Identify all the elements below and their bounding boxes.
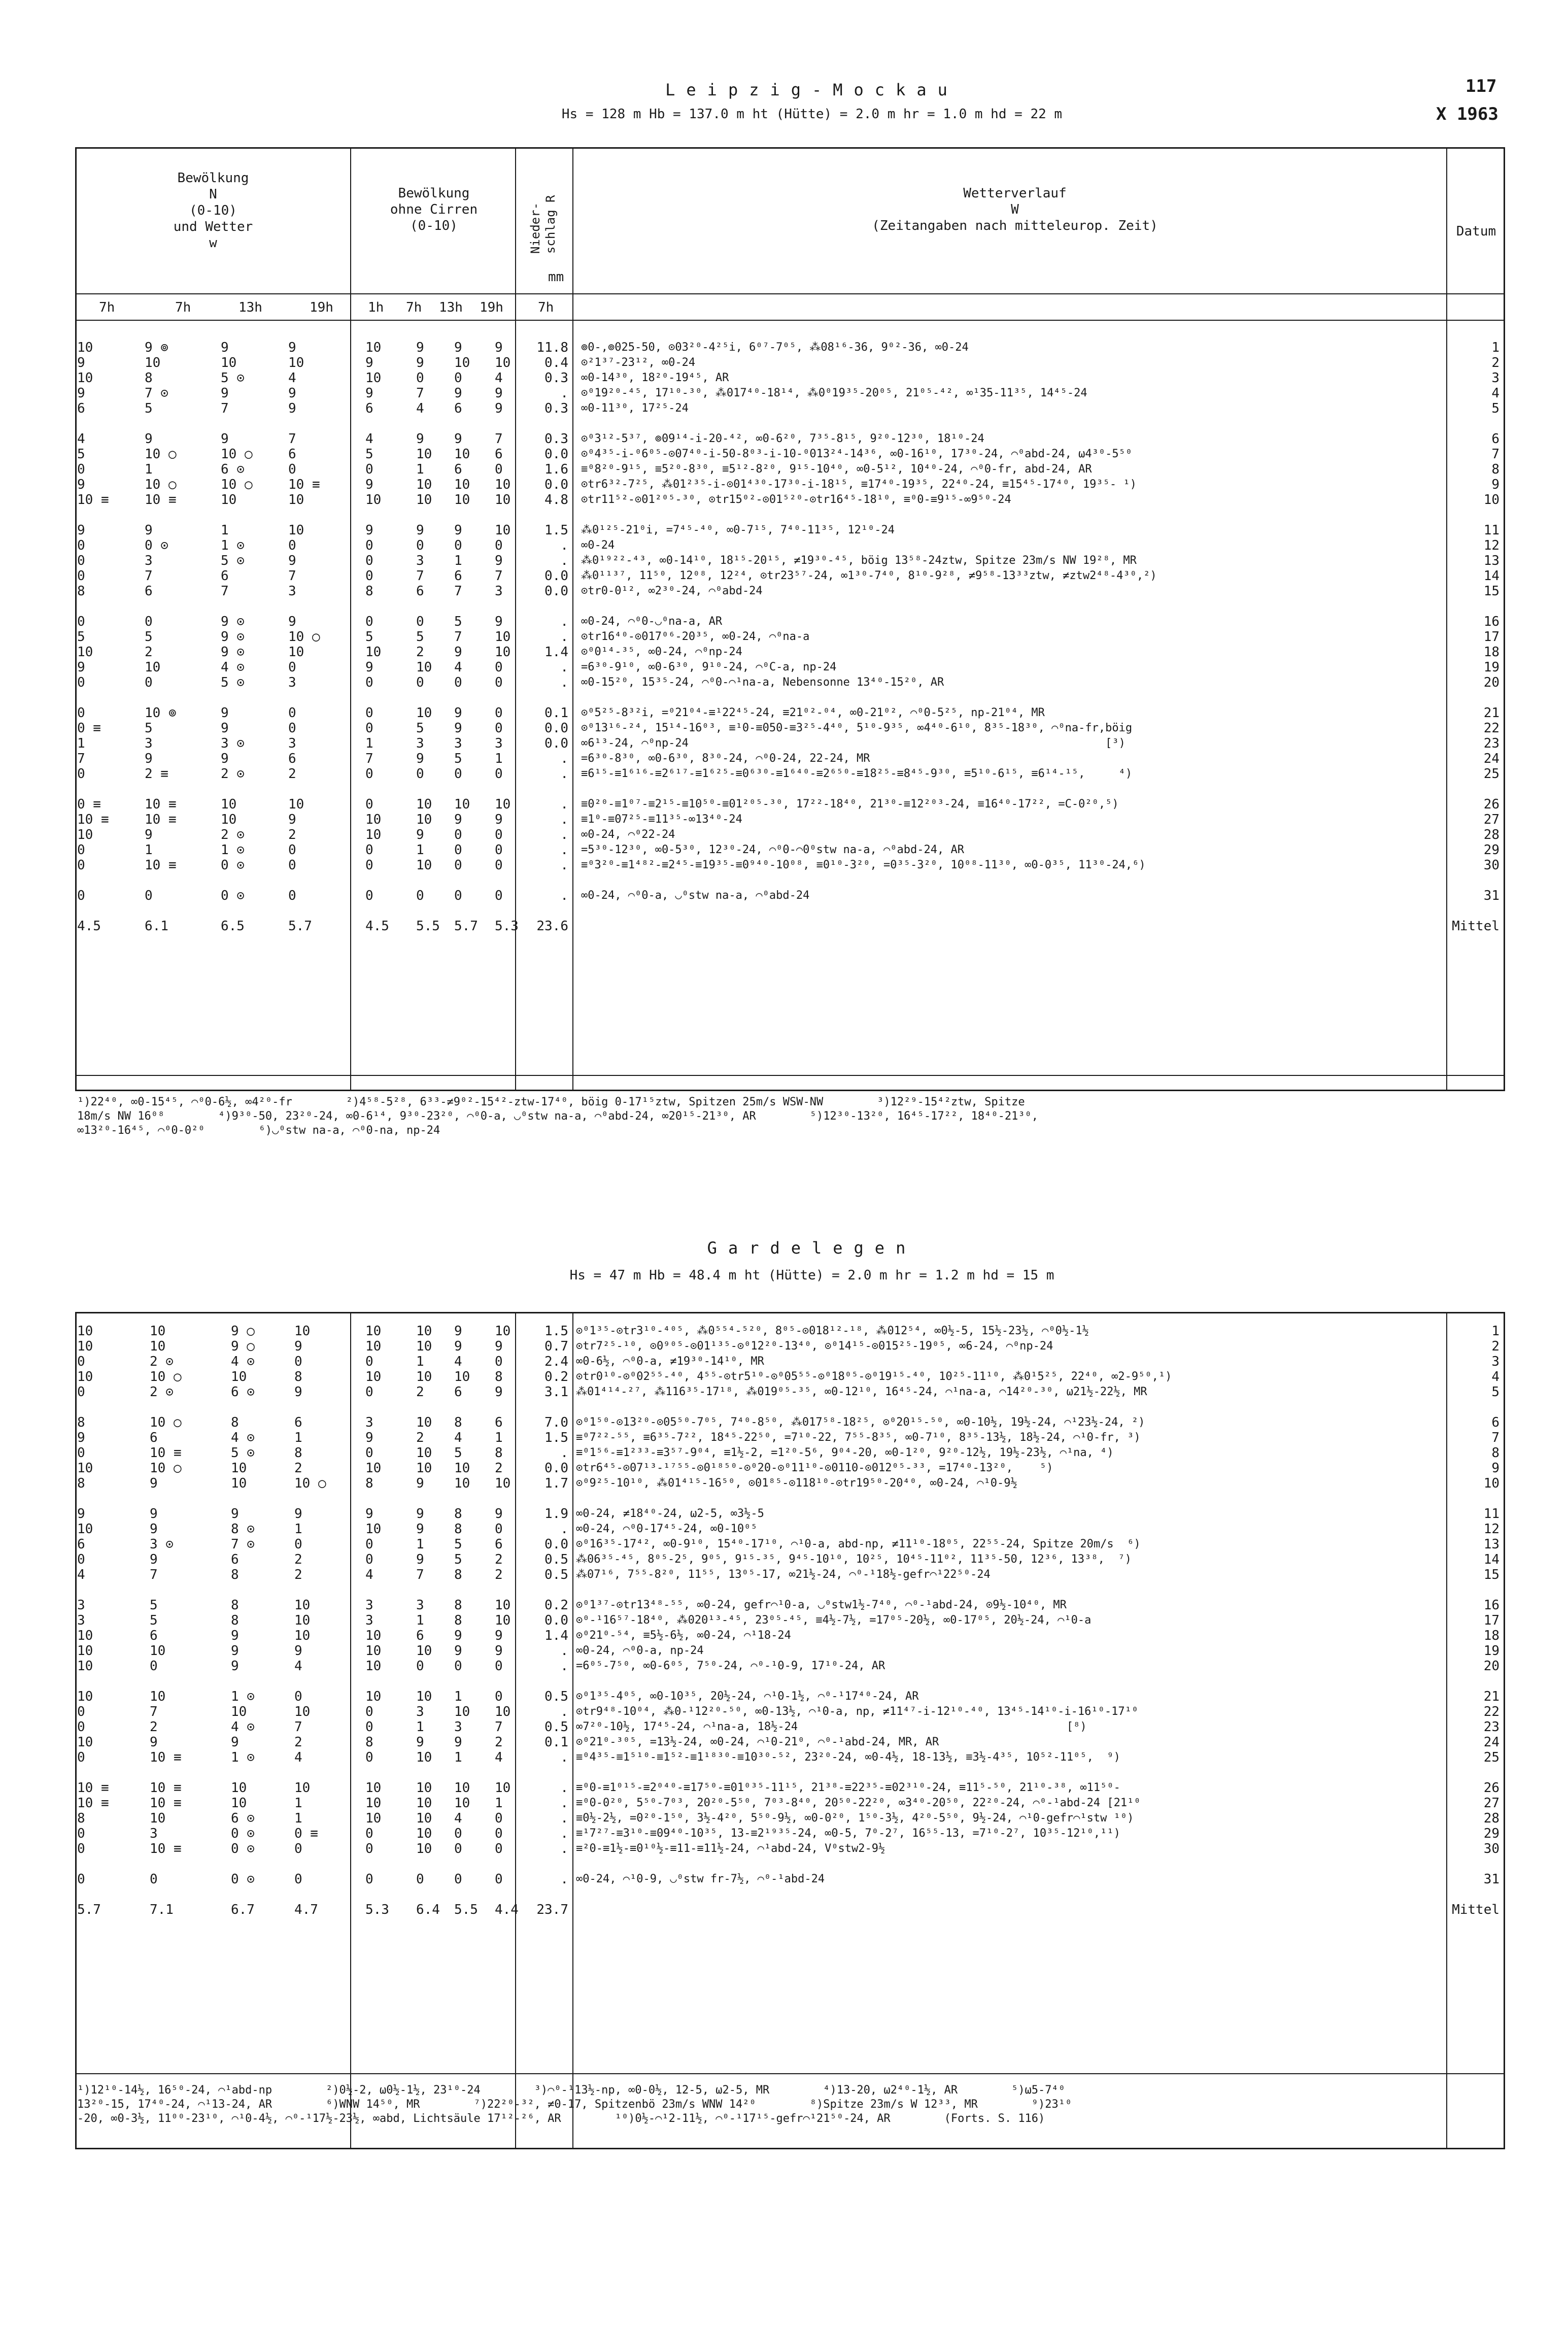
header-precip: Nieder- schlag R: [528, 195, 558, 254]
cloud-n-19h: 9 10 4 9 9 7 6 0 10 ≡ 10 10 0 9 7 3 9 10 ○ 10 0 3 0 0 3 6 2 10 9 2 0 0 0 5.7: [288, 340, 320, 934]
header-weather: Wetterverlauf W (Zeitangaben nach mitteleurop. Zeit): [872, 186, 1158, 233]
hour-label: 7h: [406, 300, 422, 315]
hour-label: 13h: [238, 300, 262, 315]
precipitation: 1.5 0.7 2.4 0.2 3.1 7.0 1.5 . 0.0 1.7 1.9 . 0.0 0.5 0.5 0.2 0.0 1.4 . . 0.5 . 0.5 0.1 . . . . . . . 23.7: [536, 1324, 568, 1917]
station-title-leipzig: Leipzig-Mockau: [665, 80, 959, 99]
hour-label: 13h: [439, 300, 463, 315]
cloud-c-7h: 9 9 0 7 4 9 10 1 10 10 9 0 3 7 6 0 5 2 10 0 10 5 3 9 0 10 10 9 1 10 0 5.5: [416, 340, 440, 934]
station-params-gardelegen: Hs = 47 m Hb = 48.4 m ht (Hütte) = 2.0 m hr = 1.2 m hd = 15 m: [569, 1268, 1054, 1283]
footnotes-gardelegen: ¹)12¹⁰-14½, 16⁵⁰-24, ⌒¹abd-np ²)0½-2, ω0½-1½, 23¹⁰-24 ³)⌒⁰-¹13½-np, ∞0-0½, 12-5, ω2-5, MR ⁴)13-20, ω2⁴⁰-1½, AR ⁵)ω5-7⁴⁰ 13²⁰-15, 17⁴⁰-24, ⌒¹13-24, AR ⁶)WNW 14⁵⁰, MR ⁷)22²⁰-³², ≠0-17, Spitzenbö 23m/s WNW 14²⁰ ⁸)Spitze 23m/s W 12³³, MR ⁹)23¹⁰ -20, ∞0-3½, 11⁰⁰-23¹⁰, ⌒¹0-4½, ⌒⁰-¹17½-23½, ∞abd, Lichtsäule 17¹²-²⁶, AR ¹⁰)0½-⌒¹2-11½, ⌒⁰-¹17¹⁵-gefr⌒¹21⁵⁰-24, AR (Forts. S. 116): [77, 2084, 1072, 2125]
cloud-c-13h: 9 9 4 10 6 8 4 5 10 10 8 8 5 5 8 8 8 9 9 0 1 10 3 9 1 10 10 4 0 0 0 5.5: [454, 1324, 478, 1917]
precipitation: 11.8 0.4 0.3 . 0.3 0.3 0.0 1.6 0.0 4.8 1.5 . . 0.0 0.0 . . 1.4 . . 0.1 0.0 0.0 . . . . . . . . 23.6: [536, 340, 568, 934]
station-title-gardelegen: Gardelegen: [707, 1238, 917, 1258]
header-cloud-no-cirrus: Bewölkung ohne Cirren (0-10): [390, 186, 478, 233]
cloud-c-13h: 9 10 0 9 6 9 10 6 10 10 9 0 1 6 7 5 7 9 4 0 9 9 3 5 0 10 9 0 0 0 0 5.7: [454, 340, 478, 934]
cloud-c-19h: 10 9 0 8 9 6 1 8 2 10 9 0 6 2 2 10 10 9 9 0 0 10 7 2 4 10 1 0 0 0 0 4.4: [495, 1324, 519, 1917]
hour-label: 7h: [99, 300, 115, 315]
cloud-n-1h: 10 9 10 9 6 4 5 0 9 10 ≡ 9 0 0 0 8 0 5 10 9 0 0 0 ≡ 1 7 0 0 ≡ 10 ≡ 10 0 0 0 4.5: [77, 340, 109, 934]
cloud-c-7h: 10 10 1 10 2 10 2 10 10 9 9 9 1 9 7 3 1 6 10 0 10 3 1 9 10 10 10 10 10 10 0 6.4: [416, 1324, 440, 1917]
hour-label: 7h: [538, 300, 554, 315]
cloud-n-7h: 10 10 2 ⊙ 10 ○ 2 ⊙ 10 ○ 6 10 ≡ 10 ○ 9 9 9 3 ⊙ 9 7 5 5 6 10 0 10 7 2 9 10 ≡ 10 ≡ 10 ≡ 10 3 10 ≡ 0 7.1: [150, 1324, 182, 1917]
cloud-c-1h: 10 10 0 10 0 3 9 0 10 8 9 10 0 0 4 3 3 10 10 10 10 0 0 8 0 10 10 10 0 0 0 5.3: [365, 1324, 389, 1917]
cloud-n-1h: 10 10 0 10 0 8 9 0 10 8 9 10 6 0 4 3 3 10 10 10 10 0 0 10 0 10 ≡ 10 ≡ 8 0 0 0 5.7: [77, 1324, 109, 1917]
page-number: 117: [1465, 76, 1497, 96]
weather-log: ⊚0-,⊚025-50, ⊙03²⁰-4²⁵i, 6⁰⁷-7⁰⁵, ⁂08¹⁶-36, 9⁰²-36, ∞0-24 ⊙²1³⁷-23¹², ∞0-24 ∞0-14³⁰, 18²⁰-19⁴⁵, AR ⊙⁰19²⁰-⁴⁵, 17¹⁰-³⁰, ⁂017⁴⁰-18¹⁴, ⁂0⁰19³⁵-20⁰⁵, 21⁰⁵-⁴², ∞¹35-11³⁵, 14⁴⁵-24 ∞0-11³⁰, 17²⁵-24 ⊙⁰3¹²-5³⁷, ⊚09¹⁴-i-20-⁴², ∞0-6²⁰, 7³⁵-8¹⁵, 9²⁰-12³⁰, 18¹⁰-24 ⊙⁰4³⁵-i-⁰6⁰⁵-⊙07⁴⁰-i-50-8⁰³-i-10-⁰013²⁴-14³⁶, ∞0-16¹⁰, 17³⁰-24, ⌒⁰abd-24, ω4³⁰-5⁵⁰ ≡⁰8²⁰-9¹⁵, ≡5²⁰-8³⁰, ≡5¹²-8²⁰, 9¹⁵-10⁴⁰, ∞0-5¹², 10⁴⁰-24, ⌒⁰0-fr, abd-24, AR ⊙tr6³²-7²⁵, ⁂01²³⁵-i-⊙01⁴³⁰-17³⁰-i-18¹⁵, ≡17⁴⁰-19³⁵, 22⁴⁰-24, ≡15⁴⁵-17⁴⁰, 19³⁵- ¹) ⊙tr11⁵²-⊙01²⁰⁵-³⁰, ⊙tr15⁰²-⊙01⁵²⁰-⊙tr16⁴⁵-18¹⁰, ≡⁰0-≡9¹⁵-∞9⁵⁰-24 ⁂0¹²⁵-21⁰i, =7⁴⁵-⁴⁰, ∞0-7¹⁵, 7⁴⁰-11³⁵, 12¹⁰-24 ∞0-24 ⁂0¹⁹²²-⁴³, ∞0-14¹⁰, 18¹⁵-20¹⁵, ≠19³⁰-⁴⁵, böig 13⁵⁸-24ztw, Spitze 23m/s NW 19²⁸, MR ⁂0¹¹³⁷, 11⁵⁰, 12⁰⁸, 12²⁴, ⊙tr23⁵⁷-24, ∞1³⁰-7⁴⁰, 8¹⁰-9²⁸, ≠9⁵⁸-13³³ztw, ≠ztw2⁴⁸-4³⁰,²) ⊙tr0-0¹², ∞2³⁰-24, ⌒⁰abd-24 ∞0-24, ⌒⁰0-◡⁰na-a, AR ⊙tr16⁴⁰-⊙017⁰⁶-20³⁵, ∞0-24, ⌒⁰na-a ⊙⁰0¹⁴-³⁵, ∞0-24, ⌒⁰np-24 =6³⁰-9¹⁰, ∞0-6³⁰, 9¹⁰-24, ⌒⁰C-a, np-24 ∞0-15²⁰, 15³⁵-24, ⌒⁰0-⌒¹na-a, Nebensonne 13⁴⁰-15²⁰, AR ⊙⁰5²⁵-8³²i, =⁰21⁰⁴-≡¹22⁴⁵-24, ≡21⁰²-⁰⁴, ∞0-21⁰², ⌒⁰0-5²⁵, np-21⁰⁴, MR ⊙⁰13¹⁶-²⁴, 15¹⁴-16⁰³, ≡¹0-≡050-≡3²⁵-4⁴⁰, 5¹⁰-9³⁵, ∞4⁴⁰-6¹⁰, 8³⁵-18³⁰, ⌒⁰na-fr,böig ∞6¹³-24, ⌒⁰np-24 [³) =6³⁰-8³⁰, ∞0-6³⁰, 8³⁰-24, ⌒⁰0-24, 22-24, MR ≡6¹⁵-≡1⁶¹⁶-≡2⁶¹⁷-≡1⁶²⁵-≡0⁶³⁰-≡1⁶⁴⁰-≡2⁶⁵⁰-≡18²⁵-≡8⁴⁵-9³⁰, ≡5¹⁰-6¹⁵, ≡6¹⁴-¹⁵, ⁴) ≡0²⁰-≡1⁰⁷-≡2¹⁵-≡10⁵⁰-≡01²⁰⁵-³⁰, 17²²-18⁴⁰, 21³⁰-≡12²⁰³-24, ≡16⁴⁰-17²², =C-0²⁰,⁵) ≡1⁰-≡07²⁵-≡11³⁵-∞13⁴⁰-24 ∞0-24, ⌒⁰22-24 =5³⁰-12³⁰, ∞0-5³⁰, 12³⁰-24, ⌒⁰0-⌒0⁰stw na-a, ⌒⁰abd-24, AR ≡⁰3²⁰-≡1⁴⁸²-≡2⁴⁵-≡19³⁵-≡0⁹⁴⁰-10⁰⁸, ≡0¹⁰-3²⁰, =0³⁵-3²⁰, 10⁰⁸-11³⁰, ∞0-0³⁵, 11³⁰-24,⁶) ∞0-24, ⌒⁰0-a, ◡⁰stw na-a, ⌒⁰abd-24: [581, 341, 1157, 902]
cloud-n-13h: 9 10 5 ⊙ 9 7 9 10 ○ 6 ⊙ 10 ○ 10 1 1 ⊙ 5 ⊙ 6 7 9 ⊙ 9 ⊙ 9 ⊙ 4 ⊙ 5 ⊙ 9 9 3 ⊙ 9 2 ⊙ 10 10 2 ⊙ 1 ⊙ 0 ⊙ 0 ⊙ 6.5: [221, 340, 253, 934]
date-column: 1 2 3 4 5 6 7 8 9 10 11 12 13 14 15 16 17 18 19 20 21 22 23 24 25 26 27 28 29 30 31 Mittel: [1452, 1324, 1499, 1917]
col-divider: [1446, 1312, 1447, 2149]
hour-label: 1h: [368, 300, 384, 315]
date-column: 1 2 3 4 5 6 7 8 9 10 11 12 13 14 15 16 17 18 19 20 21 22 23 24 25 26 27 28 29 30 31 Mittel: [1452, 340, 1499, 934]
cloud-c-19h: 9 10 4 9 9 7 6 0 10 10 10 0 9 7 3 9 10 10 0 0 0 0 3 1 0 10 9 0 0 0 0 5.3: [495, 340, 519, 934]
col-divider: [572, 1312, 573, 2149]
hour-label: 19h: [480, 300, 503, 315]
cloud-c-1h: 10 9 10 9 6 4 5 0 9 10 9 0 0 0 8 0 5 10 9 0 0 0 1 7 0 0 10 10 0 0 0 4.5: [365, 340, 389, 934]
col-divider: [1446, 147, 1447, 1091]
col-divider: [350, 147, 351, 1091]
hours-divider: [75, 320, 1505, 321]
col-divider: [350, 1312, 351, 2149]
hour-label: 19h: [310, 300, 333, 315]
header-date: Datum: [1456, 224, 1496, 239]
weather-log: ⊙⁰1³⁵-⊙tr3¹⁰-⁴⁰⁵, ⁂0⁵⁵⁴-⁵²⁰, 8⁰⁵-⊙018¹²-¹⁸, ⁂012⁵⁴, ∞0½-5, 15½-23½, ⌒⁰0½-1½ ⊙tr7²⁵-¹⁰, ⊙0⁹⁰⁵-⊙01¹³⁵-⊙⁰12²⁰-13⁴⁰, ⊙⁰14¹⁵-⊙015²⁵-19⁰⁵, ∞6-24, ⌒⁰np-24 ∞0-6½, ⌒⁰0-a, ≠19³⁰-14¹⁰, MR ⊙tr0¹⁰-⊙⁰02⁵⁵-⁴⁰, 4⁵⁵-⊙tr5¹⁰-⊙⁰05⁵⁵-⊙⁰18⁰⁵-⊙⁰19¹⁵-⁴⁰, 10²⁵-11¹⁰, ⁂0¹5²⁵, 22⁴⁰, ∞2-9⁵⁰,¹) ⁂01⁴¹⁴-²⁷, ⁂116³⁵-17¹⁸, ⁂019⁰⁵-³⁵, ∞0-12¹⁰, 16⁴⁵-24, ⌒¹na-a, ⌒14²⁰-³⁰, ω21½-22½, MR ⊙⁰1⁵⁰-⊙13²⁰-⊙05⁵⁰-7⁰⁵, 7⁴⁰-8⁵⁰, ⁂017⁵⁸-18²⁵, ⊙⁰20¹⁵-⁵⁰, ∞0-10½, 19½-24, ⌒¹23½-24, ²) ≡⁰7²²-⁵⁵, ≡6³⁵-7²², 18⁴⁵-22⁵⁰, =7¹⁰-22, 7⁵⁵-8³⁵, ∞0-7¹⁰, 8³⁵-13½, 18½-24, ⌒¹0-fr, ³) ≡⁰1⁵⁶-≡1²³³-≡3⁵⁷-9⁰⁴, ≡1½-2, =1²⁰-5⁶, 9⁰⁴-20, ∞0-1²⁰, 9²⁰-12½, 19½-23½, ⌒¹na, ⁴) ⊙tr6⁴⁵-⊙07¹³-¹⁷⁵⁵-⊙0¹⁸⁵⁰-⊙⁰20-⊙⁰11¹⁰-⊙0110-⊙012⁰⁵-³³, =17⁴⁰-13²⁰, ⁵) ⊙⁰9²⁵-10¹⁰, ⁂01⁴¹⁵-16⁵⁰, ⊙01⁸⁵-⊙118¹⁰-⊙tr19⁵⁰-20⁴⁰, ∞0-24, ⌒¹0-9½ ∞0-24, ≠18⁴⁰-24, ω2-5, ∞3½-5 ∞0-24, ⌒⁰0-17⁴⁵-24, ∞0-10⁰⁵ ⊙⁰16³⁵-17⁴², ∞0-9¹⁰, 15⁴⁰-17¹⁰, ⌒¹0-a, abd-np, ≠11¹⁰-18⁰⁵, 22⁵⁵-24, Spitze 20m/s ⁶) ⁂06³⁵-⁴⁵, 8⁰⁵-2⁵, 9⁰⁵, 9¹⁵-³⁵, 9⁴⁵-10¹⁰, 10²⁵, 10⁴⁵-11⁰², 11³⁵-50, 12³⁶, 13³⁸, ⁷) ⁂07¹⁶, 7⁵⁵-8²⁰, 11⁵⁵, 13⁰⁵-17, ∞21½-24, ⌒⁰-¹18½-gefr⌒¹22⁵⁰-24 ⊙⁰1³⁷-⊙tr13⁴⁸-⁵⁵, ∞0-24, gefr⌒¹0-a, ◡⁰stw1½-7⁴⁰, ⌒⁰-¹abd-24, ⊙9½-10⁴⁰, MR ⊙⁰-¹16⁵⁷-18⁴⁰, ⁂020¹³-⁴⁵, 23⁰⁵-⁴⁵, ≡4½-7½, =17⁰⁵-20½, ∞0-17⁰⁵, 20½-24, ⌒¹0-a ⊙⁰21⁰-⁵⁴, ≡5½-6½, ∞0-24, ⌒¹18-24 ∞0-24, ⌒⁰0-a, np-24 =6⁰⁵-7⁵⁰, ∞0-6⁰⁵, 7⁵⁰-24, ⌒⁰-¹0-9, 17¹⁰-24, AR ⊙⁰1³⁵-4⁰⁵, ∞0-10³⁵, 20½-24, ⌒¹0-1½, ⌒⁰-¹17⁴⁰-24, AR ⊙tr9⁴⁸-10⁰⁴, ⁂0-¹12²⁰-⁵⁰, ∞0-13½, ⌒¹0-a, np, ≠11⁴⁷-i-12¹⁰-⁴⁰, 13⁴⁵-14¹⁰-i-16¹⁰-17¹⁰ ∞7²⁰-10½, 17⁴⁵-24, ⌒¹na-a, 18½-24 [⁸) ⊙⁰21⁰-³⁰⁵, =13½-24, ∞0-24, ⌒¹0-21⁰, ⌒⁰-¹abd-24, MR, AR ≡⁰4³⁵-≡1⁵¹⁰-≡1⁵²-≡1¹⁸³⁰-≡10³⁰-⁵², 23²⁰-24, ∞0-4½, 18-13½, ≡3½-4³⁵, 10⁵²-11⁰⁵, ⁹) ≡⁰0-≡1⁰¹⁵-≡2⁰⁴⁰-≡17⁵⁰-≡01⁰³⁵-11¹⁵, 21³⁸-≡22³⁵-≡02³¹⁰-24, ≡11⁵-⁵⁰, 21¹⁰-³⁸, ∞11⁵⁰- ≡⁰0-0²⁰, 5⁵⁰-7⁰³, 20²⁰-5⁵⁰, 7⁰³-8⁴⁰, 20⁵⁰-22²⁰, ∞3⁴⁰-20⁵⁰, 22²⁰-24, ⌒⁰-¹abd-24 [21¹⁰ ≡0½-2½, =0²⁰-1⁵⁰, 3½-4²⁰, 5⁵⁰-9½, ∞0-0²⁰, 1⁵⁰-3½, 4²⁰-5⁵⁰, 9½-24, ⌒¹0-gefr⌒¹stw ¹⁰) ≡¹7²⁷-≡3¹⁰-≡09⁴⁰-10³⁵, 13-≡2¹⁹³⁵-24, ∞0-5, 7⁰-2⁷, 16⁵⁵-13, =7¹⁰-2⁷, 10³⁵-12¹⁰,¹¹) ≡²0-≡1½-≡0¹⁰½-≡11-≡11½-24, ⌒¹abd-24, V⁰stw2-9½ ∞0-24, ⌒¹0-9, ◡⁰stw fr-7½, ⌒⁰-¹abd-24: [576, 1325, 1172, 1885]
hour-label: 7h: [175, 300, 191, 315]
header-mm: mm: [548, 269, 564, 285]
cloud-n-13h: 9 ○ 9 ○ 4 ⊙ 10 6 ⊙ 8 4 ⊙ 5 ⊙ 10 10 9 8 ⊙ 7 ⊙ 6 8 8 8 9 9 9 1 ⊙ 10 4 ⊙ 9 1 ⊙ 10 10 6 ⊙ 0 ⊙ 0 ⊙ 0 ⊙ 6.7: [231, 1324, 255, 1917]
header-divider: [75, 293, 1505, 294]
mittel-divider: [75, 2073, 1505, 2074]
month-label: X 1963: [1436, 104, 1498, 124]
mittel-divider: [75, 1075, 1505, 1076]
header-cloud-n: Bewölkung N (0-10) und Wetter w: [173, 171, 253, 251]
cloud-n-7h: 9 ⊚ 10 8 7 ⊙ 5 9 10 ○ 1 10 ○ 10 ≡ 9 0 ⊙ 3 7 6 0 5 2 10 0 10 ⊚ 5 3 9 2 ≡ 10 ≡ 10 ≡ 9 1 10 ≡ 0 6.1: [145, 340, 177, 934]
station-params-leipzig: Hs = 128 m Hb = 137.0 m ht (Hütte) = 2.0 m hr = 1.0 m hd = 22 m: [561, 107, 1063, 122]
cloud-n-19h: 10 9 0 8 9 6 1 8 2 10 ○ 9 1 0 2 2 10 10 10 9 4 0 10 7 2 4 10 1 1 0 ≡ 0 0 4.7: [294, 1324, 326, 1917]
footnotes-leipzig: ¹)22⁴⁰, ∞0-15⁴⁵, ⌒⁰0-6½, ∞4²⁰-fr ²)4⁵⁸-5²⁸, 6³³-≠9⁰²-15⁴²-ztw-17⁴⁰, böig 0-17¹⁵ztw, Spitzen 25m/s WSW-NW ³)12²⁹-15⁴²ztw, Spitze 18m/s NW 16⁰⁸ ⁴)9³⁰-50, 23²⁰-24, ∞0-6¹⁴, 9³⁰-23²⁰, ⌒⁰0-a, ◡⁰stw na-a, ⌒⁰abd-24, ∞20¹⁵-21³⁰, AR ⁵)12³⁰-13²⁰, 16⁴⁵-17²², 18⁴⁰-21³⁰, ∞13²⁰-16⁴⁵, ⌒⁰0-0²⁰ ⁶)◡⁰stw na-a, ⌒⁰0-na, np-24: [77, 1096, 1039, 1137]
col-divider: [572, 147, 573, 1091]
